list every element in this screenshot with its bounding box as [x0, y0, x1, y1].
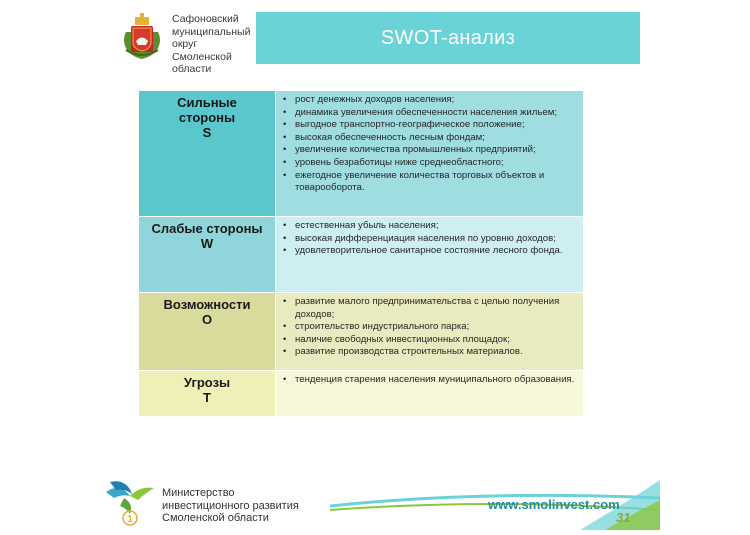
list-item: • высокая обеспеченность лесным фондам; [282, 132, 575, 145]
list-item: • ежегодное увеличение количества торговых объектов и товарооборота. [282, 170, 575, 195]
slide-title: SWOT-анализ [380, 26, 516, 49]
ministry-bird-logo-icon [100, 468, 160, 528]
swot-table [138, 90, 584, 417]
website-link[interactable]: www.smolinvest.com [488, 497, 620, 512]
threats-content [276, 371, 584, 417]
swot-row-weaknesses [139, 217, 584, 293]
list-item: • увеличение количества промышленных предприятий; [282, 144, 575, 157]
list-item: • развитие производства строительных материалов. [282, 346, 575, 359]
list-item: • развитие малого предпринимательства с целью получения доходов; [282, 296, 575, 321]
strengths-label: Сильные стороны S [139, 91, 276, 217]
threats-label: Угрозы T [139, 371, 276, 417]
list-item: • динамика увеличения обеспеченности населения жильем; [282, 107, 575, 120]
slide-title-bar [256, 12, 640, 64]
swot-row-threats [139, 371, 584, 417]
region-title: Сафоновский муниципальный округ Смоленской области [172, 13, 251, 75]
opportunities-content [276, 293, 584, 371]
page-number: 31 [616, 510, 631, 525]
list-item: • удовлетворительное санитарное состояние лесного фонда. [282, 245, 575, 258]
list-item: • естественная убыль населения; [282, 220, 575, 233]
swot-row-opportunities [139, 293, 584, 371]
svg-text:1: 1 [127, 514, 133, 525]
list-item: • выгодное транспортно-географическое положение; [282, 119, 575, 132]
strengths-content [276, 91, 584, 217]
list-item: • строительство индустриального парка; [282, 321, 575, 334]
weaknesses-label: Слабые стороны W [139, 217, 276, 293]
list-item: • высокая дифференциация населения по уровню доходов; [282, 233, 575, 246]
swot-row-strengths [139, 91, 584, 217]
list-item: • рост денежных доходов населения; [282, 94, 575, 107]
weaknesses-content [276, 217, 584, 293]
list-item: • уровень безработицы ниже среднеобластного; [282, 157, 575, 170]
list-item: • тенденция старения населения муниципального образования. [282, 374, 575, 387]
coat-of-arms-icon [120, 12, 164, 62]
list-item: • наличие свободных инвестиционных площадок; [282, 334, 575, 347]
opportunities-label: Возможности O [139, 293, 276, 371]
ministry-name: Министерство инвестиционного развития Смоленской области [162, 487, 299, 524]
